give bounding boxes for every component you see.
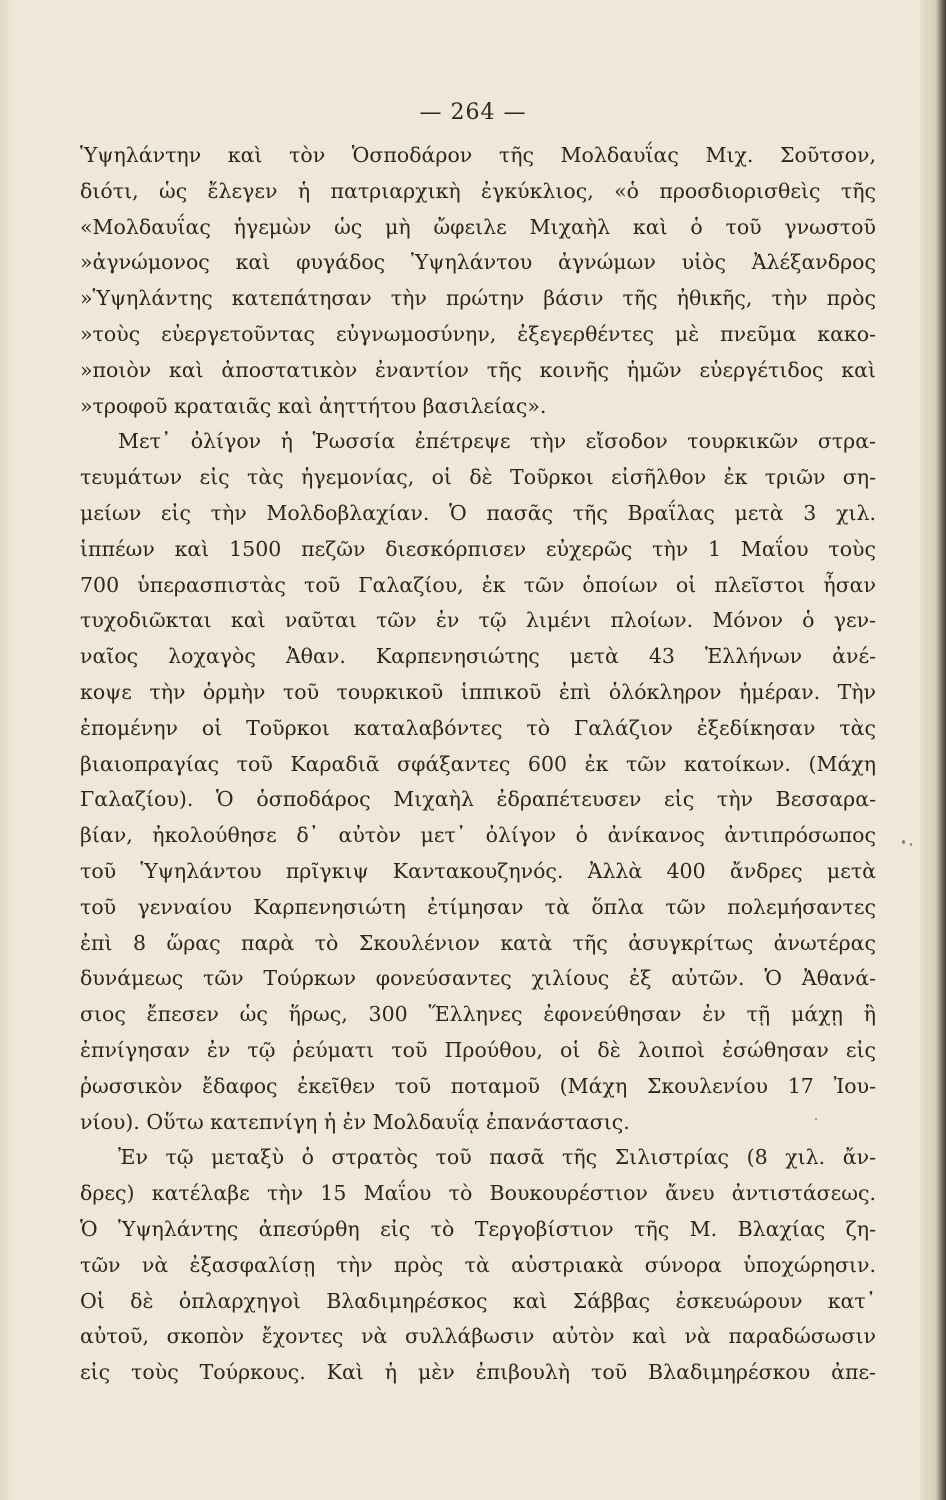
text-line: »ποιὸν καὶ ἀποστατικὸν ἐναντίον τῆς κοινῆς ἡμῶν εὐεργέτιδος καὶ [80, 357, 876, 382]
text-line: Ὑψηλάντην καὶ τὸν Ὁσποδάρον τῆς Μολδαυΐας Μιχ. Σοῦτσον, [80, 143, 876, 167]
ink-speck [902, 840, 905, 844]
text-line: »τοὺς εὐεργετοῦντας εὐγνωμοσύνην, ἐξεγερθέντες μὲ πνεῦμα κακο- [80, 321, 876, 346]
text-line: ῥωσσικὸν ἔδαφος ἐκεῖθεν τοῦ ποταμοῦ (Μάχη Σκουλενίου 17 Ἰου- [80, 1073, 876, 1098]
text-line: εἰς τοὺς Τούρκους. Καὶ ἡ μὲν ἐπιβουλὴ τοῦ Βλαδιμηρέσκου ἀπε- [80, 1360, 876, 1385]
body-text [80, 138, 876, 1391]
text-line: κοψε τὴν ὁρμὴν τοῦ τουρκικοῦ ἱππικοῦ ἐπὶ ὁλόκληρον ἡμέραν. Τὴν [80, 679, 876, 704]
text-line: ἱππέων καὶ 1500 πεζῶν διεσκόρπισεν εὐχερῶς τὴν 1 Μαΐου τοὺς [80, 536, 876, 561]
text-line: Οἱ δὲ ὁπλαρχηγοὶ Βλαδιμηρέσκος καὶ Σάββας ἐσκευώρουν κατ᾽ [80, 1288, 876, 1313]
text-line: »τροφοῦ κραταιᾶς καὶ ἀηττήτου βασιλείας». [80, 393, 547, 418]
text-line: μείων εἰς τὴν Μολδοβλαχίαν. Ὁ πασᾶς τῆς Βραΐλας μετὰ 3 χιλ. [80, 500, 876, 525]
text-line: σιος ἔπεσεν ὡς ἥρως, 300 Ἕλληνες ἐφονεύθησαν ἐν τῇ μάχῃ ἢ [80, 1002, 876, 1027]
text-line: βιαιοπραγίας τοῦ Καραδιᾶ σφάξαντες 600 ἐκ τῶν κατοίκων. (Μάχη [80, 751, 876, 776]
ink-speck [815, 1118, 817, 1120]
page-binding-shadow [0, 0, 14, 1500]
ink-speck [910, 843, 912, 846]
text-line: τοῦ γενναίου Καρπενησιώτη ἐτίμησαν τὰ ὅπλα τῶν πολεμήσαντες [80, 894, 876, 919]
text-line: δρες) κατέλαβε τὴν 15 Μαΐου τὸ Βουκουρέστιον ἄνευ ἀντιστάσεως. [80, 1181, 876, 1206]
text-line: ἐπὶ 8 ὥρας παρὰ τὸ Σκουλένιον κατὰ τῆς ἀσυγκρίτως ἀνωτέρας [80, 930, 876, 955]
text-line: νίου). Οὕτω κατεπνίγη ἡ ἐν Μολδαυΐᾳ ἐπανάστασις. [80, 1109, 630, 1134]
text-line: Ὁ Ὑψηλάντης ἀπεσύρθη εἰς τὸ Τεργοβίστιον τῆς Μ. Βλαχίας ζη- [80, 1216, 876, 1241]
text-line: ἐπνίγησαν ἐν τῷ ῥεύματι τοῦ Προύθου, οἱ δὲ λοιποὶ ἐσώθησαν εἰς [80, 1037, 876, 1062]
text-line: «Μολδαυΐας ἡγεμὼν ὡς μὴ ὤφειλε Μιχαὴλ καὶ ὁ τοῦ γνωστοῦ [80, 214, 876, 239]
text-line: »ἀγνώμονος καὶ φυγάδος Ὑψηλάντου ἀγνώμων υἱὸς Ἀλέξανδρος [80, 250, 876, 275]
text-line: ναῖος λοχαγὸς Ἀθαν. Καρπενησιώτης μετὰ 43 Ἑλλήνων ἀνέ- [80, 644, 876, 669]
text-line: διότι, ὡς ἔλεγεν ἡ πατριαρχικὴ ἐγκύκλιος, «ὁ προσδιορισθεὶς τῆς [80, 178, 876, 203]
page-number: — 264 — [419, 100, 527, 125]
text-line: τυχοδιῶκται καὶ ναῦται τῶν ἐν τῷ λιμένι πλοίων. Μόνον ὁ γεν- [80, 608, 876, 633]
text-line: τευμάτων εἰς τὰς ἡγεμονίας, οἱ δὲ Τοῦρκοι εἰσῆλθον ἐκ τριῶν ση- [80, 465, 876, 490]
text-line: Μετ᾽ ὀλίγον ἡ Ῥωσσία ἐπέτρεψε τὴν εἴσοδον τουρκικῶν στρα- [118, 429, 876, 454]
text-line: αὐτοῦ, σκοπὸν ἔχοντες νὰ συλλάβωσιν αὐτὸν καὶ νὰ παραδώσωσιν [80, 1324, 876, 1349]
text-line: Γαλαζίου). Ὁ ὁσποδάρος Μιχαὴλ ἐδραπέτευσεν εἰς τὴν Βεσσαρα- [80, 787, 876, 812]
page-edge [920, 0, 946, 1500]
text-line: βίαν, ἠκολούθησε δ᾽ αὐτὸν μετ᾽ ὀλίγον ὁ ἀνίκανος ἀντιπρόσωπος [80, 823, 876, 848]
text-line: τοῦ Ὑψηλάντου πρῖγκιψ Καντακουζηνός. Ἀλλὰ 400 ἄνδρες μετὰ [80, 858, 876, 883]
text-line: 700 ὑπερασπιστὰς τοῦ Γαλαζίου, ἐκ τῶν ὁποίων οἱ πλεῖστοι ἦσαν [80, 572, 876, 597]
text-line: ἐπομένην οἱ Τοῦρκοι καταλαβόντες τὸ Γαλάζιον ἐξεδίκησαν τὰς [80, 715, 876, 740]
text-line: Ἐν τῷ μεταξὺ ὁ στρατὸς τοῦ πασᾶ τῆς Σιλιστρίας (8 χιλ. ἄν- [118, 1145, 876, 1170]
text-line: τῶν νὰ ἐξασφαλίσῃ τὴν πρὸς τὰ αὐστριακὰ σύνορα ὑποχώρησιν. [80, 1252, 876, 1277]
text-line: »Ὑψηλάντης κατεπάτησαν τὴν πρώτην βάσιν τῆς ἠθικῆς, τὴν πρὸς [80, 286, 876, 311]
text-line: δυνάμεως τῶν Τούρκων φονεύσαντες χιλίους ἐξ αὐτῶν. Ὁ Ἀθανά- [80, 966, 876, 991]
